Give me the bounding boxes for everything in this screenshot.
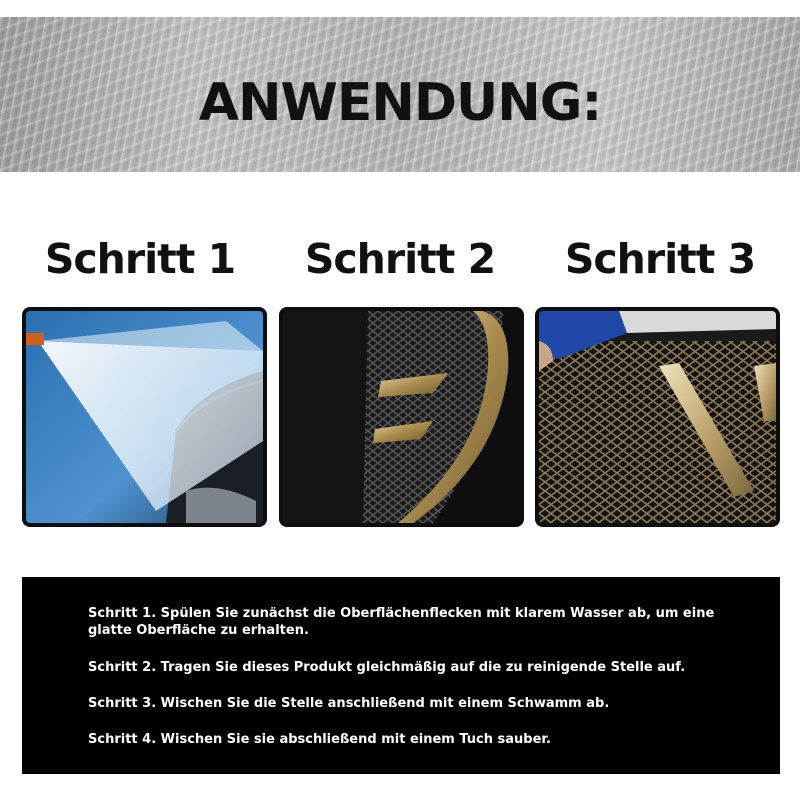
instruction-step-3: Schritt 3. Wischen Sie die Stelle anschließend mit einem Schwamm ab. (88, 696, 610, 711)
instruction-step-1: Schritt 1. Spülen Sie zunächst die Oberflächenflecken mit klarem Wasser ab, um eine glatte Oberfläche zu erhalten. (88, 606, 715, 638)
step-2-label: Schritt 2 (304, 235, 496, 283)
instruction-step-4: Schritt 4. Wischen Sie sie abschließend mit einem Tuch sauber. (88, 732, 551, 747)
step-3-label: Schritt 3 (564, 235, 756, 283)
step-2-photo (279, 307, 524, 527)
step-3-photo (535, 307, 780, 527)
instructions-panel (22, 577, 780, 774)
sponge-wiping-illustration (539, 311, 776, 523)
step-1-photo (22, 307, 267, 527)
instruction-step-2: Schritt 2. Tragen Sie dieses Produkt gleichmäßig auf die zu reinigende Stelle auf. (88, 660, 686, 675)
page-title: ANWENDUNG: (198, 73, 602, 133)
step-1-label: Schritt 1 (44, 235, 236, 283)
water-spray-illustration (26, 311, 263, 523)
car-grille-illustration (283, 311, 520, 523)
header-banner (0, 17, 800, 172)
